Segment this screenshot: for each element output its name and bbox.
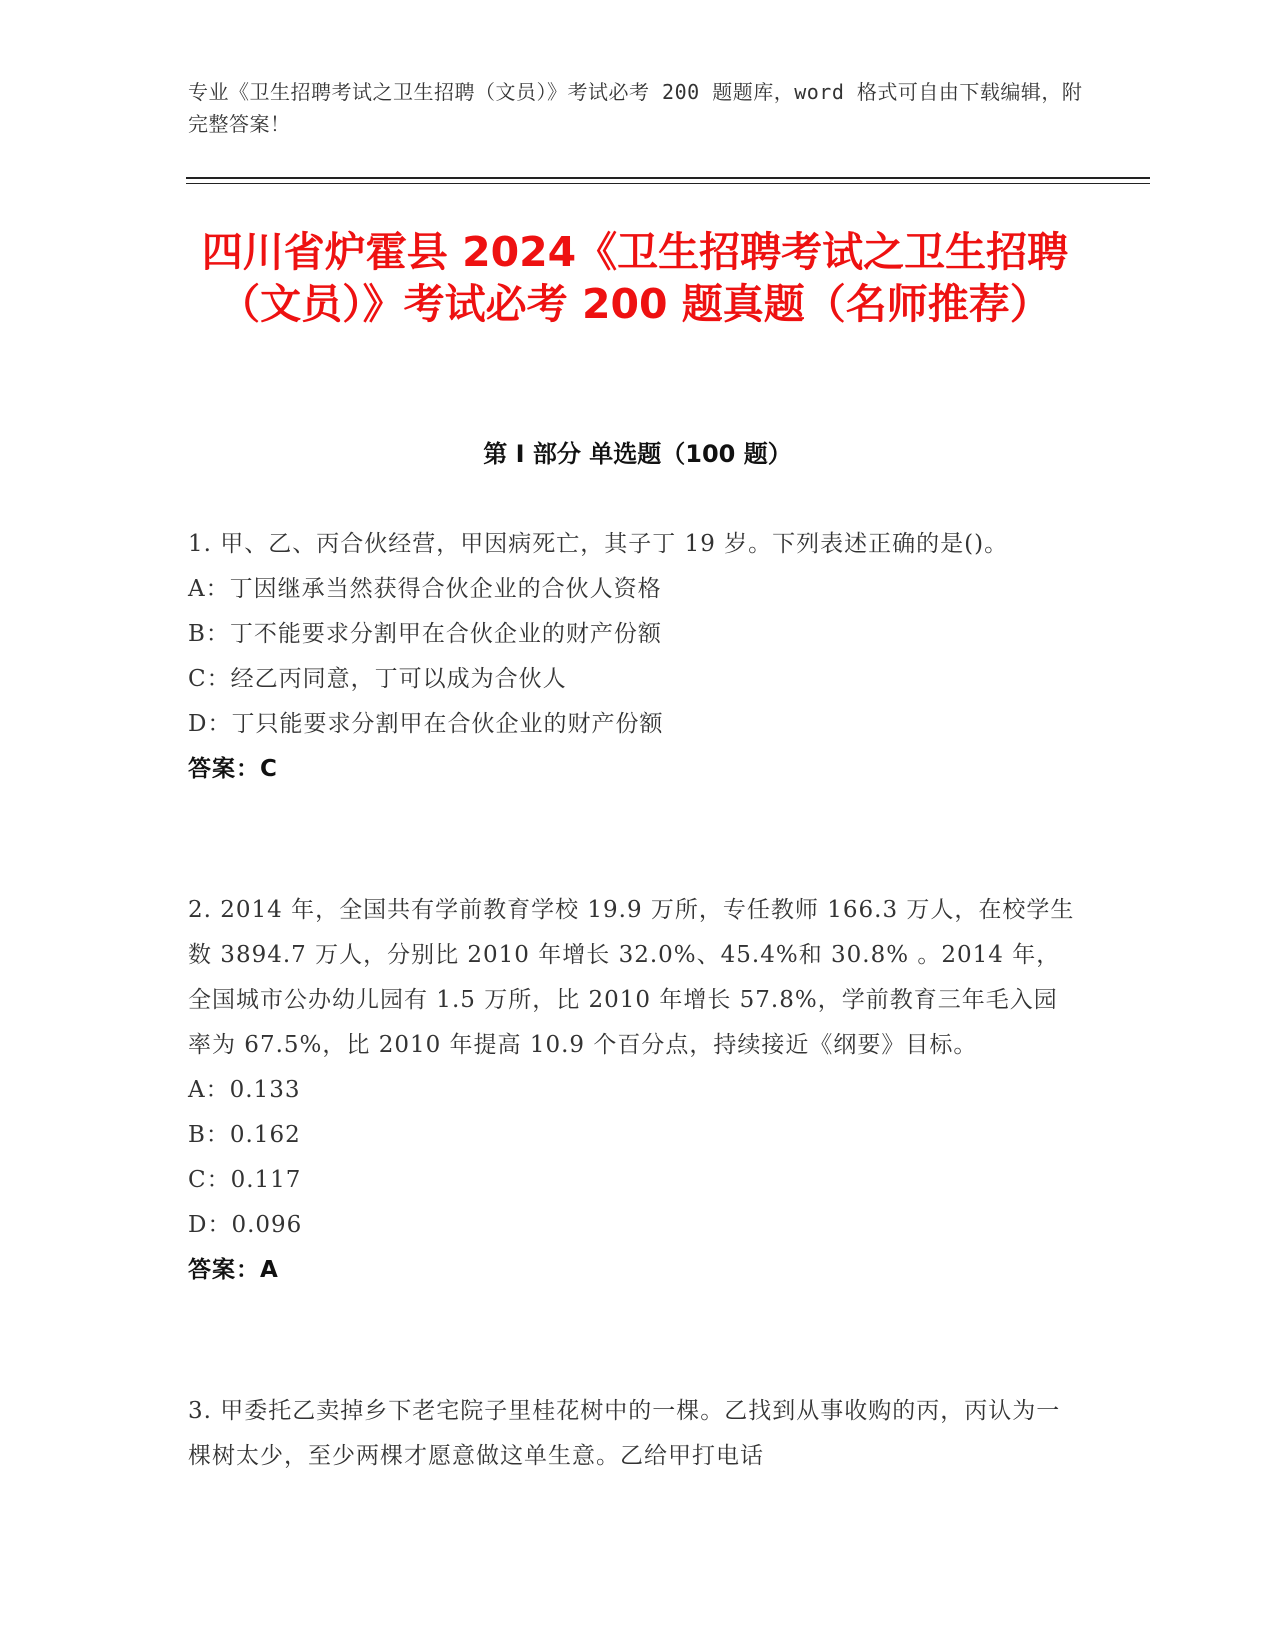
option-d: D：丁只能要求分割甲在合伙企业的财产份额 — [188, 711, 664, 737]
option-c: C：经乙丙同意，丁可以成为合伙人 — [188, 666, 567, 692]
document-title: 四川省炉霍县 2024《卫生招聘考试之卫生招聘（文员）》考试必考 200 题真题（名师推荐） — [201, 228, 1069, 328]
question-1 — [188, 522, 1078, 792]
question-2 — [188, 888, 1078, 1293]
section-title: 第 I 部分 单选题（100 题） — [483, 440, 792, 468]
option-d: D：0.096 — [188, 1212, 303, 1238]
question-stem: 1. 甲、乙、丙合伙经营，甲因病死亡，其子丁 19 岁。下列表述正确的是()。 — [188, 531, 1009, 557]
option-c: C：0.117 — [188, 1167, 302, 1193]
answer-label: 答案：A — [188, 1257, 279, 1283]
answer-label: 答案：C — [188, 756, 278, 782]
option-b: B：0.162 — [188, 1122, 301, 1148]
option-a: A：0.133 — [188, 1077, 301, 1103]
question-3 — [188, 1389, 1078, 1479]
question-stem: 2. 2014 年，全国共有学前教育学校 19.9 万所，专任教师 166.3 万人，在校学生数 3894.7 万人，分别比 2010 年增长 32.0%、45.4%和 30.8% 。2014 年，全国城市公办幼儿园有 1.5 万所，比 2010 年增长 57.8%，学前教育三年毛入园率为 67.5%，比 2010 年提高 10.9 个百分点，持续接近《纲要》目标。 — [188, 897, 1075, 1058]
header-divider-thick — [186, 177, 1150, 179]
header-note: 专业《卫生招聘考试之卫生招聘（文员）》考试必考 200 题题库，word 格式可自由下载编辑，附完整答案！ — [188, 80, 1083, 136]
question-stem: 3. 甲委托乙卖掉乡下老宅院子里桂花树中的一棵。乙找到从事收购的丙，丙认为一棵树太少，至少两棵才愿意做这单生意。乙给甲打电话 — [188, 1398, 1061, 1469]
option-b: B：丁不能要求分割甲在合伙企业的财产份额 — [188, 621, 662, 647]
option-a: A：丁因继承当然获得合伙企业的合伙人资格 — [188, 576, 662, 602]
header-divider-thin — [186, 183, 1150, 184]
